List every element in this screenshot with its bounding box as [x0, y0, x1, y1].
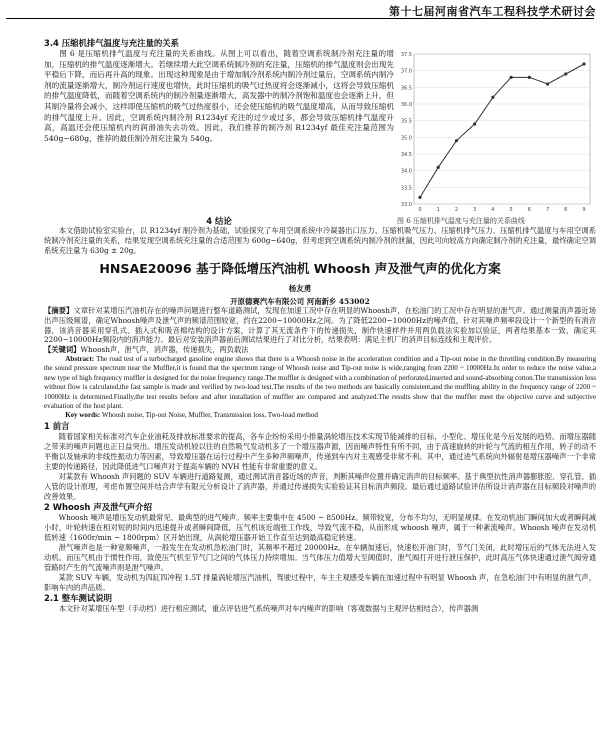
keywords-en-label: Key words:	[65, 411, 101, 420]
data-point	[491, 96, 494, 99]
keywords-zh	[44, 345, 596, 355]
data-point	[546, 82, 549, 85]
article-body	[44, 306, 596, 614]
section-1-para-1: 随着国家相关标准对汽车企业油耗及排放标准要求的提高，各车企纷纷采用小排量涡轮增压技术实现节能减排的目标，小型化、增压化是今后发展的趋势。而增压器随之带来的噪声问题也正日益突出。增压发动机较以往的自然吸气发动机多了一个增压器声源，因而噪声特性有所不同，由于高速旋转的叶轮与气流的相互作用，转子的动不平衡以及轴承的非线性振动力等因素，导致增压器在运行过程中产生多种声频噪声，传递到车内对主观感受非常不利。其中，通过进气系统向外辐射是增压器噪声一个非常主要的传递路径，因此降低进气口噪声对于提高车辆的 NVH 性能有非常重要的意义。	[44, 431, 596, 471]
section-3-4	[44, 38, 394, 144]
data-point	[582, 62, 585, 65]
header-rule	[6, 18, 594, 19]
article-author: 杨友勇	[288, 284, 312, 293]
x-tick-label: 1	[436, 207, 440, 213]
x-tick-label: 8	[564, 207, 568, 213]
abstract-en-text: The road test of a turbocharged gasoline engine shows that there is a Whoosh noise in the acceleration condition and a Tip-out noise in the throttling condition.By measuring the sound pressure spectrum near the Muffler,it is found that the spectrum range of Whoosh noise and Tip-out noise is wide,ranging from 2200 ~ 10000Hz.In order to reduce the noise value,a new type of high frequency muffler is designed for the noise frequency range.The muffler is designed with a combination of perforated,inserted and sound-absorbing cotton.The transmission loss without flow is calculated,the fast sample is made and verified by two-load test.The results of the two methods are basically consistent,and the muffling ability in the frequency range of 2200 ~ 10000Hz is determined.Finally,the test results before and after installation of muffler are compared and analyzed.The results show that the muffler meet the objective curve and subjective evaluation of the host plant.	[44, 354, 596, 411]
x-tick-label: 7	[545, 207, 550, 213]
y-tick-label: 33.5	[400, 185, 412, 192]
y-tick-label: 34.5	[400, 152, 412, 158]
section-3-4-body: 图 6 是压缩机排气温度与充注量的关系曲线。从图上可以看出，随着空调系统制冷剂充注量的增加，压缩机的排气温度逐渐增大。若继续增大此空调系统制冷剂的充注量，压缩机的排气温度则会出现先平稳后下降，而后再升高的现象。出现这种现象是由于增加制冷剂系统内制冷剂过量后，空调系统内制冷剂的流量逐渐增大，制冷剂运行速度也增快，此时压缩机的吸气过热度将会逐渐减小，这将会导致压缩机的排气温度降低，而随着空调系统内的制冷剂量逐渐增大，高发器中的制冷剂饱和温度也会逐渐上升，但其制冷量将会减小，这样即使压缩机的吸气过热度很小，还会使压缩机的吸气温度增高，从而导致压缩机的排气温度上升。因此，空调系统内制冷剂 R1234yf 充注的过少或过多，都会导致压缩机排气温度升高，高温还会使压缩机内的润滑油失去功效。因此，我们推荐的制冷剂 R1234yf 最佳充注量范围为 540g~680g，推荐的最佳制冷剂充注量为 540g。	[44, 49, 394, 143]
abstract-zh	[44, 306, 596, 345]
plot-frame	[414, 54, 590, 204]
keywords-zh-text: Whoosh声，泄气声，消声器，传递损失，两负载法	[80, 345, 249, 355]
section-2-para-3: 某款 SUV 车辆，发动机为四缸四冲程 1.5T 排量涡轮增压汽油机，驾驶过程中，车主主观感受车辆在加速过程中有明显 Whoosh 声，在急松油门中有明显的泄气声，影响车内的声品质。	[44, 572, 596, 592]
section-2-para-1: Whoosh 噪声是增压发动机最常见、最典型的进气噪声。频率主要集中在 4500 ~ 8500Hz。频带较宽，分布不均匀，无明显规律。在发动机油门瞬间加大或者瞬间减小时，叶轮转速在相对短的时间内迅速提升或者瞬间降低，压气机该近端张工作线，导致气流不稳，从而形成 whoosh 噪声，属于一种紊流噪声。Whoosh 噪声在发动机低转速（1600r/min ~ 1800rpm）区开始出现，从涡轮增压器开始工作直至达到最高稳定转速。	[44, 512, 596, 542]
y-tick-label: 37.5	[400, 52, 412, 58]
section-2-para-2: 泄气噪声也是一种宽频噪声，一般发生在发动机急松油门时，其频率不超过 20000Hz。在车辆加速后，快速松开油门时，节气门关闭，此时增压后的气体无法进入发动机。而压气机由于惯性作用，致使压气机至节气门之间的气体压力持续增加。当气体压力值增大至阈值时，泄气阀打开进行泄压保护，此时高压气体快速通过泄气阀旁通管路时产生的气流噪声则是泄气噪声。	[44, 542, 596, 572]
section-4-title: 4 结论	[206, 216, 232, 226]
article-affiliation: 开原德赛汽车有限公司 河南新乡 453002	[230, 297, 370, 306]
data-point	[510, 76, 513, 79]
abstract-label: 【摘要】	[44, 306, 74, 315]
data-point	[437, 166, 440, 169]
article-title: HNSAE20096 基于降低增压汽油机 Whoosh 声及泄气声的优化方案	[99, 261, 501, 276]
y-tick-label: 33.0	[400, 202, 412, 208]
section-4-body: 本文借助试验室实验台，以 R1234yf 制冷剂为基础，试验探究了车用空调系统中冷凝器出口压力、压缩机吸气压力、压缩机排气压力、压缩机排气温度与车用空调系统制冷剂充注量的关系，结果发现空调系统充注量的合适范围为 600g~640g，但考虑到空调系统内制冷剂的泄漏，因此可向较高方向确定制冷剂的充注量，最终确定空调系统充注量为 630g ± 20g。	[44, 226, 596, 255]
x-tick-label: 5	[509, 207, 513, 213]
section-2-1-title: 2.1 整车测试说明	[44, 592, 113, 603]
y-tick-label: 36.0	[400, 102, 412, 108]
x-tick-label: 4	[491, 207, 495, 213]
figure-6-chart	[396, 48, 596, 216]
keywords-en	[44, 411, 596, 420]
section-2-1-para-1: 本文针对某增压车型（手动档）进行相应测试，重点评估进气系统噪声对车内噪声的影响（客观数据与主观评估相结合），传声器测	[58, 603, 479, 613]
running-header: 第十七届河南省汽车工程科技学术研讨会	[389, 5, 596, 18]
y-tick-label: 35.0	[400, 135, 412, 142]
data-point	[473, 122, 476, 125]
section-2-title: 2 Whoosh 声及泄气声介绍	[44, 501, 152, 512]
x-tick-label: 0	[418, 207, 422, 213]
data-point	[455, 139, 458, 142]
section-3-4-title: 3.4 压缩机排气温度与充注量的关系	[44, 38, 180, 48]
data-point	[528, 76, 531, 79]
section-1-title: 1 前言	[44, 420, 70, 431]
section-4-content	[44, 226, 596, 256]
keywords-en-text: Whoosh noise, Tip-out Noise, Muffler, Transmission loss, Two-load method	[101, 411, 318, 420]
x-tick-label: 2	[454, 207, 459, 213]
data-point	[418, 196, 421, 199]
y-tick-label: 35.5	[400, 118, 412, 125]
keywords-label: 【关键词】	[44, 345, 81, 355]
section-1-para-2: 对某款有 Whoosh 声问题的 SUV 车辆进行道路复测，通过测试消音器近场的声音，判断其噪声位置并确定消声的目标频率。基于典型抗性消声器膨胀腔、穿孔管、插入管的设计原理，考虑布置空间并结合声学有限元分析设计了消声器，并通过传递损失实验验证其目标消声频段。最后通过道路试验评估所设计消声器在目标频段对噪声的改善效果。	[44, 471, 596, 501]
y-tick-label: 37.0	[400, 68, 412, 75]
abstract-en	[44, 355, 596, 411]
y-tick-label: 36.5	[400, 85, 412, 92]
x-tick-label: 3	[473, 207, 477, 213]
x-tick-label: 6	[527, 207, 531, 213]
data-point	[564, 72, 567, 75]
abstract-en-label: Abstract:	[65, 354, 95, 363]
x-tick-label: 9	[582, 207, 586, 213]
abstract-zh-text: 文章针对某增压汽油机存在的噪声问题进行整车道路测试，发现在加速工况中存在明显的Whoosh声，在松油门的工况中存在明显的泄气声。通过测量消声器近场出声压级频谱，确定Whoosh噪声及泄气声的频谱范围较宽，约在2200~10000Hz之间。为了降低2200~10000Hz的噪声值，针对其噪声频率段设计一个新型的有消音器，该消音器采用穿孔式、插入式和吸音棉结构的设计方案，计算了其无流条件下的传递损失，制作快速样件并用两负载法实验加以验证，两者结果基本一致，确定其2200~10000Hz频段内的消声能力。最后对安装消声器前后测试结果进行了对比分析，结果表明：满足主机厂的消声目标连线和主观评价。	[44, 306, 597, 345]
figure-6-caption: 图 6 压缩机排气温度与充注量的关系曲线	[397, 217, 525, 225]
y-tick-label: 34.0	[400, 168, 412, 175]
